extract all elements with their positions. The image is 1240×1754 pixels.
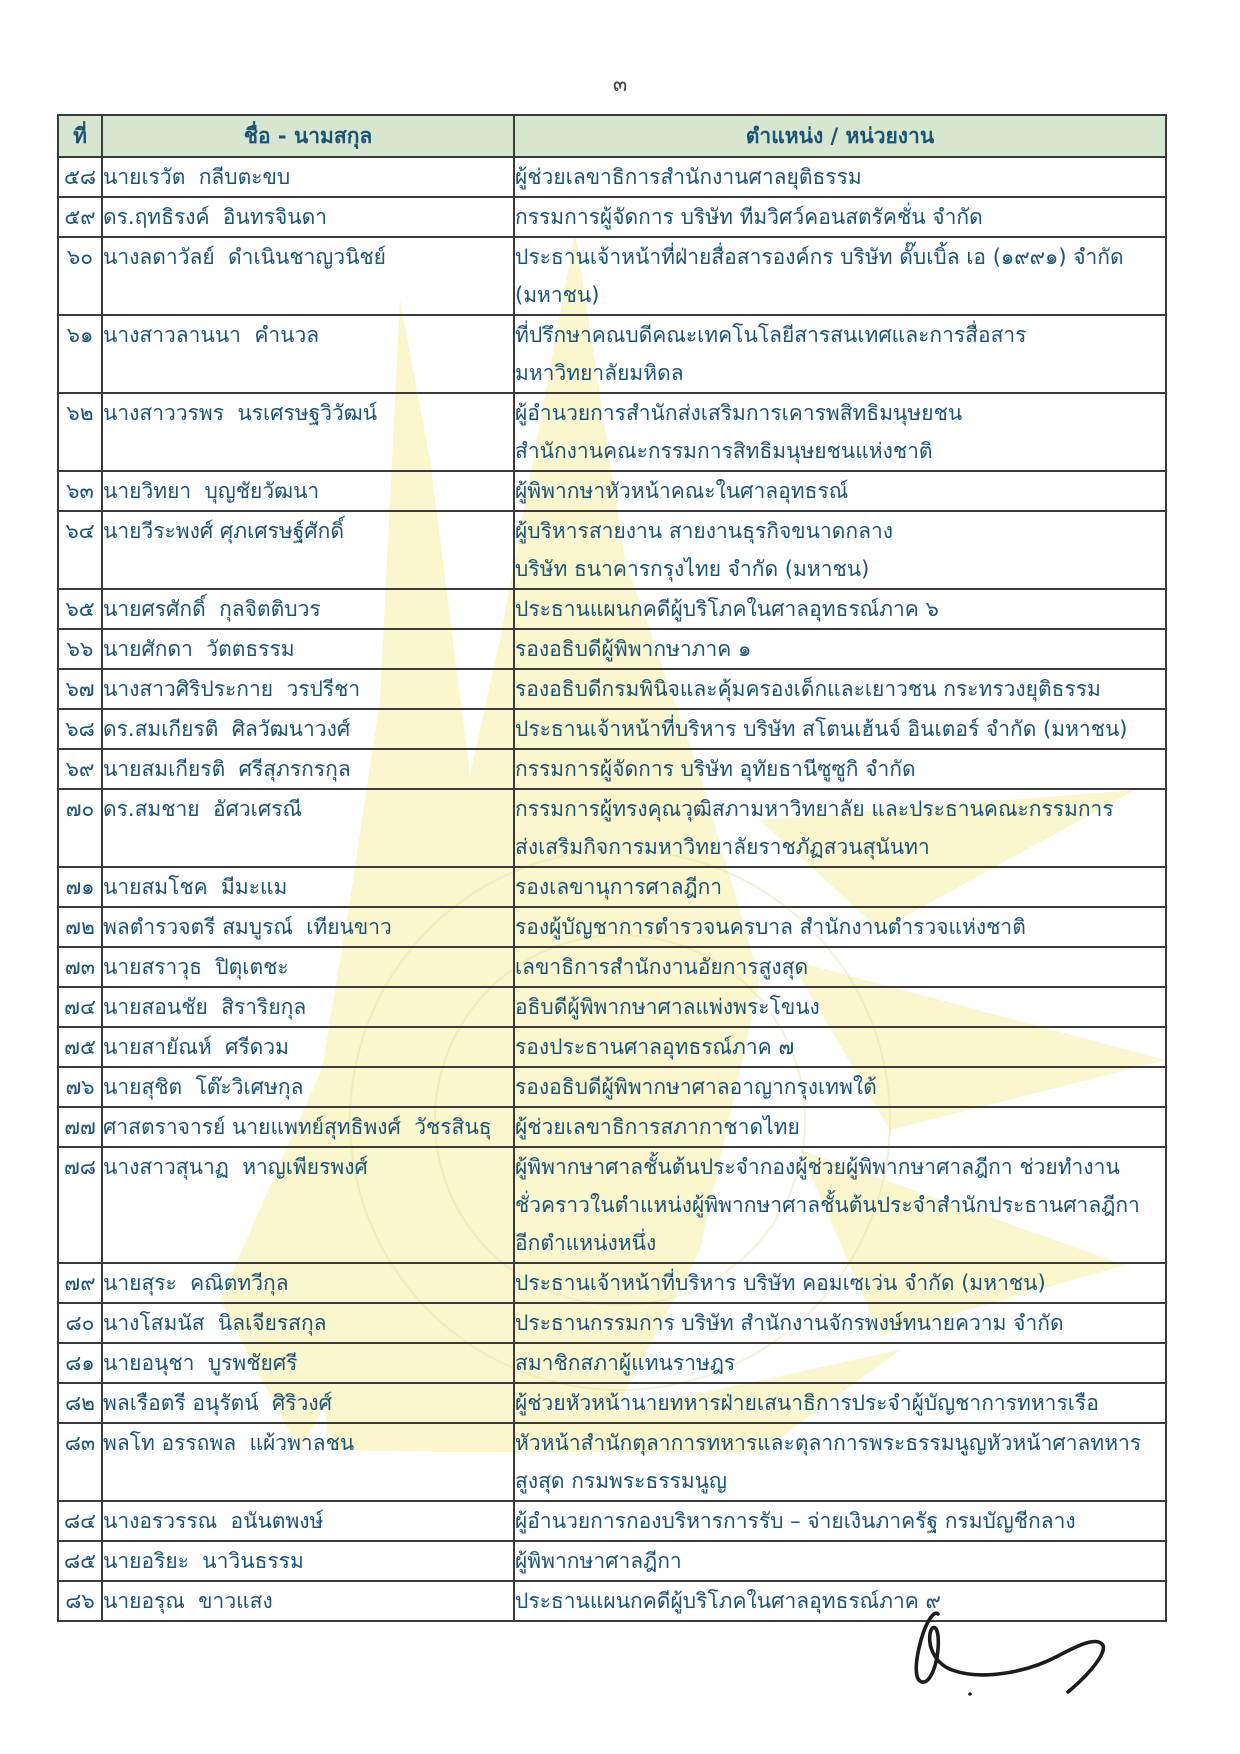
table-row [58,987,1166,1027]
table-row [58,237,1166,315]
row-name [102,1501,514,1541]
row-name-text: นางสาวลานนา คำนวล [103,323,320,347]
row-position-line: กรรมการผู้จัดการ บริษัท อุทัยธานีซูซูกิ จำกัด [515,757,916,781]
table-row [58,1343,1166,1383]
row-number-text: ๖๓ [66,479,94,503]
row-number-text: ๗๒ [65,915,95,939]
row-name [102,1581,514,1621]
table-row [58,629,1166,669]
row-name [102,1303,514,1343]
table-row [58,197,1166,237]
row-number [58,1581,102,1621]
row-number [58,987,102,1027]
row-number-text: ๘๕ [63,1549,97,1573]
row-number [58,1263,102,1303]
row-position-line: ชั่วคราวในตำแหน่งผู้พิพากษาศาลชั้นต้นประจำสำนักประธานศาลฎีกา [515,1193,1140,1217]
row-position-line: ผู้อำนวยการกองบริหารการรับ – จ่ายเงินภาครัฐ กรมบัญชีกลาง [515,1509,1076,1533]
row-name-text: นายอริยะ นาวินธรรม [103,1549,304,1573]
row-position [514,511,1166,589]
row-number [58,1501,102,1541]
row-position [514,987,1166,1027]
row-number [58,1343,102,1383]
row-number-text: ๖๑ [66,323,94,347]
row-position-line: ผู้ช่วยเลขาธิการสำนักงานศาลยุติธรรม [515,165,862,189]
row-name [102,1383,514,1423]
row-number-text: ๖๖ [66,637,94,661]
row-name-text: ดร.สมชาย อัศวเศรณี [103,797,302,821]
row-position-line: ที่ปรึกษาคณบดีคณะเทคโนโลยีสารสนเทศและการสื่อสาร [515,323,1027,347]
row-position [514,1423,1166,1501]
row-number-text: ๘๐ [65,1311,95,1335]
table-row [58,1303,1166,1343]
row-number-text: ๖๔ [65,519,95,543]
row-name [102,749,514,789]
row-number [58,1027,102,1067]
row-number [58,1423,102,1501]
row-position-line: สมาชิกสภาผู้แทนราษฎร [515,1351,736,1375]
row-position [514,947,1166,987]
row-name-text: นางสาววรพร นรเศรษฐวิวัฒน์ [103,401,378,425]
row-position [514,789,1166,867]
page-number: ๓ [612,72,628,96]
row-number [58,393,102,471]
table-row [58,1107,1166,1147]
row-position-line: ผู้ช่วยเลขาธิการสภากาชาดไทย [515,1115,800,1139]
row-name-text: พลเรือตรี อนุรัตน์ ศิริวงศ์ [103,1391,332,1415]
row-position [514,471,1166,511]
row-position [514,1263,1166,1303]
row-name-text: นายสายัณห์ ศรีดวม [103,1035,289,1059]
row-number-text: ๗๔ [64,995,96,1019]
row-position-line: ผู้พิพากษาศาลชั้นต้นประจำกองผู้ช่วยผู้พิพากษาศาลฎีกา ช่วยทำงาน [515,1155,1120,1179]
row-position-line: หัวหน้าสำนักตุลาการทหารและตุลาการพระธรรมนูญหัวหน้าศาลทหาร [515,1431,1142,1455]
row-number [58,589,102,629]
table-row [58,1541,1166,1581]
table-body [58,157,1166,1621]
row-number [58,947,102,987]
row-position-line: ผู้อำนวยการสำนักส่งเสริมการเคารพสิทธิมนุษยชน [515,401,963,425]
col-header-no: ที่ [58,115,102,157]
row-name [102,987,514,1027]
row-position-line: เลขาธิการสำนักงานอัยการสูงสุด [515,955,809,979]
row-position-line: บริษัท ธนาคารกรุงไทย จำกัด (มหาชน) [515,557,870,581]
row-number-text: ๕๘ [63,165,97,189]
row-name-text: นางอรวรรณ อนันตพงษ์ [103,1509,324,1533]
row-position-line: ประธานแผนกคดีผู้บริโภคในศาลอุทธรณ์ภาค ๙ [515,1589,941,1613]
row-position-line: รองเลขานุการศาลฎีกา [515,875,723,899]
row-name-text: นายอนุชา บูรพชัยศรี [103,1351,298,1375]
row-name-text: นายสอนชัย สิราริยกุล [103,995,307,1019]
row-position-line: อีกตำแหน่งหนึ่ง [515,1231,657,1255]
row-number-text: ๕๙ [64,205,96,229]
row-name-text: นายสุระ คณิตทวีกุล [103,1271,289,1295]
row-position [514,1107,1166,1147]
row-number [58,1383,102,1423]
row-position [514,237,1166,315]
row-number [58,907,102,947]
table-row [58,471,1166,511]
row-name [102,589,514,629]
row-name [102,315,514,393]
row-number [58,315,102,393]
row-position-line: รองอธิบดีผู้พิพากษาภาค ๑ [515,637,752,661]
row-number-text: ๖๘ [65,717,95,741]
row-number [58,511,102,589]
row-position-line: กรรมการผู้จัดการ บริษัท ทีมวิศว์คอนสตรัคชั่น จำกัด [515,205,983,229]
row-name-text: นางลดาวัลย์ ดำเนินชาญวนิชย์ [103,245,386,269]
row-name [102,1423,514,1501]
row-name [102,471,514,511]
row-name [102,669,514,709]
table-row [58,947,1166,987]
row-number [58,629,102,669]
row-number-text: ๖๕ [65,597,95,621]
row-number-text: ๘๑ [65,1351,95,1375]
row-position [514,629,1166,669]
row-number [58,669,102,709]
row-number-text: ๘๓ [64,1431,96,1455]
row-position [514,589,1166,629]
table-row [58,393,1166,471]
row-name [102,1027,514,1067]
row-position [514,1067,1166,1107]
row-name [102,237,514,315]
table-row [58,1147,1166,1263]
row-number [58,1147,102,1263]
row-position-line: ผู้ช่วยหัวหน้านายทหารฝ่ายเสนาธิการประจำผู้บัญชาการทหารเรือ [515,1391,1099,1415]
row-name [102,197,514,237]
row-name-text: นายสมโชค มีมะแม [103,875,288,899]
row-position [514,1541,1166,1581]
row-number-text: ๗๐ [65,797,95,821]
row-number [58,709,102,749]
table-row [58,1263,1166,1303]
row-name-text: นายสมเกียรติ ศรีสุภรกรกุล [103,757,351,781]
row-name-text: นายวิทยา บุญชัยวัฒนา [103,479,320,503]
row-position-line: ผู้พิพากษาศาลฎีกา [515,1549,682,1573]
row-number-text: ๗๘ [64,1155,96,1179]
row-name [102,1107,514,1147]
table-row [58,1501,1166,1541]
table-row [58,511,1166,589]
row-number [58,789,102,867]
row-name-text: นายเรวัต กลีบตะขบ [103,165,291,189]
row-number-text: ๗๗ [64,1115,96,1139]
row-name [102,709,514,749]
row-name [102,907,514,947]
row-position-line: รองอธิบดีกรมพินิจและคุ้มครองเด็กและเยาวชน กระทรวงยุติธรรม [515,677,1101,701]
row-position [514,749,1166,789]
row-number [58,1107,102,1147]
row-position [514,157,1166,197]
row-position [514,709,1166,749]
row-name [102,629,514,669]
row-position-line: ประธานแผนกคดีผู้บริโภคในศาลอุทธรณ์ภาค ๖ [515,597,939,621]
row-name-text: ดร.สมเกียรติ ศิลวัฒนาวงศ์ [103,717,351,741]
table-row [58,669,1166,709]
row-position [514,867,1166,907]
signature [890,1592,1150,1732]
row-name-text: นายศักดา วัตตธรรม [103,637,295,661]
row-name [102,867,514,907]
row-position-line: ผู้บริหารสายงาน สายงานธุรกิจขนาดกลาง [515,519,894,543]
row-number-text: ๗๑ [65,875,95,899]
table-row [58,1027,1166,1067]
row-number [58,1303,102,1343]
row-name-text: ดร.ฤทธิรงค์ อินทรจินดา [103,205,328,229]
table-row [58,1423,1166,1501]
row-position-line: รองอธิบดีผู้พิพากษาศาลอาญากรุงเทพใต้ [515,1075,877,1099]
row-position-line: สูงสุด กรมพระธรรมนูญ [515,1469,727,1493]
table-row [58,749,1166,789]
row-name-text: นายศรศักดิ์ กุลจิตติบวร [103,597,321,621]
table-row [58,1383,1166,1423]
row-position [514,669,1166,709]
row-name [102,157,514,197]
row-position [514,1343,1166,1383]
row-number-text: ๖๐ [66,245,94,269]
row-name-text: นางสาวศิริประกาย วรปรีชา [103,677,361,701]
table-row [58,709,1166,749]
col-header-name: ชื่อ - นามสกุล [102,115,514,157]
row-name-text: พลโท อรรถพล แผ้วพาลชน [103,1431,355,1455]
row-position-line: ประธานเจ้าหน้าที่บริหาร บริษัท สโตนเฮ้นจ์ อินเตอร์ จำกัด (มหาชน) [515,717,1128,741]
row-name [102,1263,514,1303]
row-name [102,393,514,471]
row-position-line: ผู้พิพากษาหัวหน้าคณะในศาลอุทธรณ์ [515,479,849,503]
table-row [58,157,1166,197]
row-number-text: ๖๒ [66,401,94,425]
table-row [58,315,1166,393]
row-number-text: ๗๕ [64,1035,96,1059]
row-position [514,1383,1166,1423]
row-position-line: มหาวิทยาลัยมหิดล [515,361,684,385]
row-name [102,1343,514,1383]
row-number [58,237,102,315]
row-number [58,197,102,237]
row-name-text: นายสราวุธ ปิตุเตชะ [103,955,289,979]
row-number [58,471,102,511]
row-position [514,1303,1166,1343]
row-name-text: นายวีระพงศ์ ศุภเศรษฐ์ศักดิ์ [103,519,344,543]
row-position-line: ประธานเจ้าหน้าที่บริหาร บริษัท คอมเซเว่น จำกัด (มหาชน) [515,1271,1046,1295]
row-position-line: อธิบดีผู้พิพากษาศาลแพ่งพระโขนง [515,995,820,1019]
row-position-line: สำนักงานคณะกรรมการสิทธิมนุษยชนแห่งชาติ [515,439,933,463]
row-position [514,1147,1166,1263]
row-position [514,1027,1166,1067]
table-row [58,867,1166,907]
officials-table [57,114,1167,1622]
row-number-text: ๘๔ [63,1509,97,1533]
row-number [58,867,102,907]
row-number-text: ๖๗ [65,677,95,701]
row-position [514,907,1166,947]
row-number-text: ๘๖ [65,1589,95,1613]
row-number-text: ๘๒ [64,1391,96,1415]
table-header-row [58,115,1166,157]
table-row [58,789,1166,867]
table-row [58,907,1166,947]
row-name [102,1147,514,1263]
row-name-text: นายสุชิต โต๊ะวิเศษกุล [103,1075,304,1099]
row-name-text: พลตำรวจตรี สมบูรณ์ เทียนขาว [103,915,392,939]
row-position [514,393,1166,471]
row-number [58,1067,102,1107]
row-position-line: รองผู้บัญชาการตำรวจนครบาล สำนักงานตำรวจแห่งชาติ [515,915,1026,939]
row-number-text: ๖๙ [65,757,95,781]
row-position [514,197,1166,237]
row-position-line: ประธานกรรมการ บริษัท สำนักงานจักรพงษ์ทนายความ จำกัด [515,1311,1064,1335]
table-row [58,589,1166,629]
row-number [58,1541,102,1581]
row-position [514,1501,1166,1541]
row-position-line: ส่งเสริมกิจการมหาวิทยาลัยราชภัฏสวนสุนันทา [515,835,930,859]
row-number-text: ๗๖ [65,1075,95,1099]
table-row [58,1067,1166,1107]
row-position-line: กรรมการผู้ทรงคุณวุฒิสภามหาวิทยาลัย และประธานคณะกรรมการ [515,797,1114,821]
row-position-line: รองประธานศาลอุทธรณ์ภาค ๗ [515,1035,795,1059]
row-number-text: ๗๙ [64,1271,96,1295]
row-name [102,789,514,867]
row-number [58,157,102,197]
row-number-text: ๗๓ [64,955,96,979]
row-number [58,749,102,789]
col-header-position: ตำแหน่ง / หน่วยงาน [514,115,1166,157]
row-name [102,947,514,987]
row-name [102,511,514,589]
row-position-line: (มหาชน) [515,283,600,307]
row-position-line: ประธานเจ้าหน้าที่ฝ่ายสื่อสารองค์กร บริษัท ดั๊บเบิ้ล เอ (๑๙๙๑) จำกัด [515,245,1124,269]
row-name [102,1541,514,1581]
row-name [102,1067,514,1107]
row-position [514,315,1166,393]
row-name-text: นายอรุณ ขาวแสง [103,1589,273,1613]
row-name-text: นางโสมนัส นิลเจียรสกุล [103,1311,327,1335]
row-name-text: นางสาวสุนาฏ หาญเพียรพงศ์ [103,1155,368,1179]
row-name-text: ศาสตราจารย์ นายแพทย์สุทธิพงศ์ วัชรสินธุ [103,1115,492,1139]
